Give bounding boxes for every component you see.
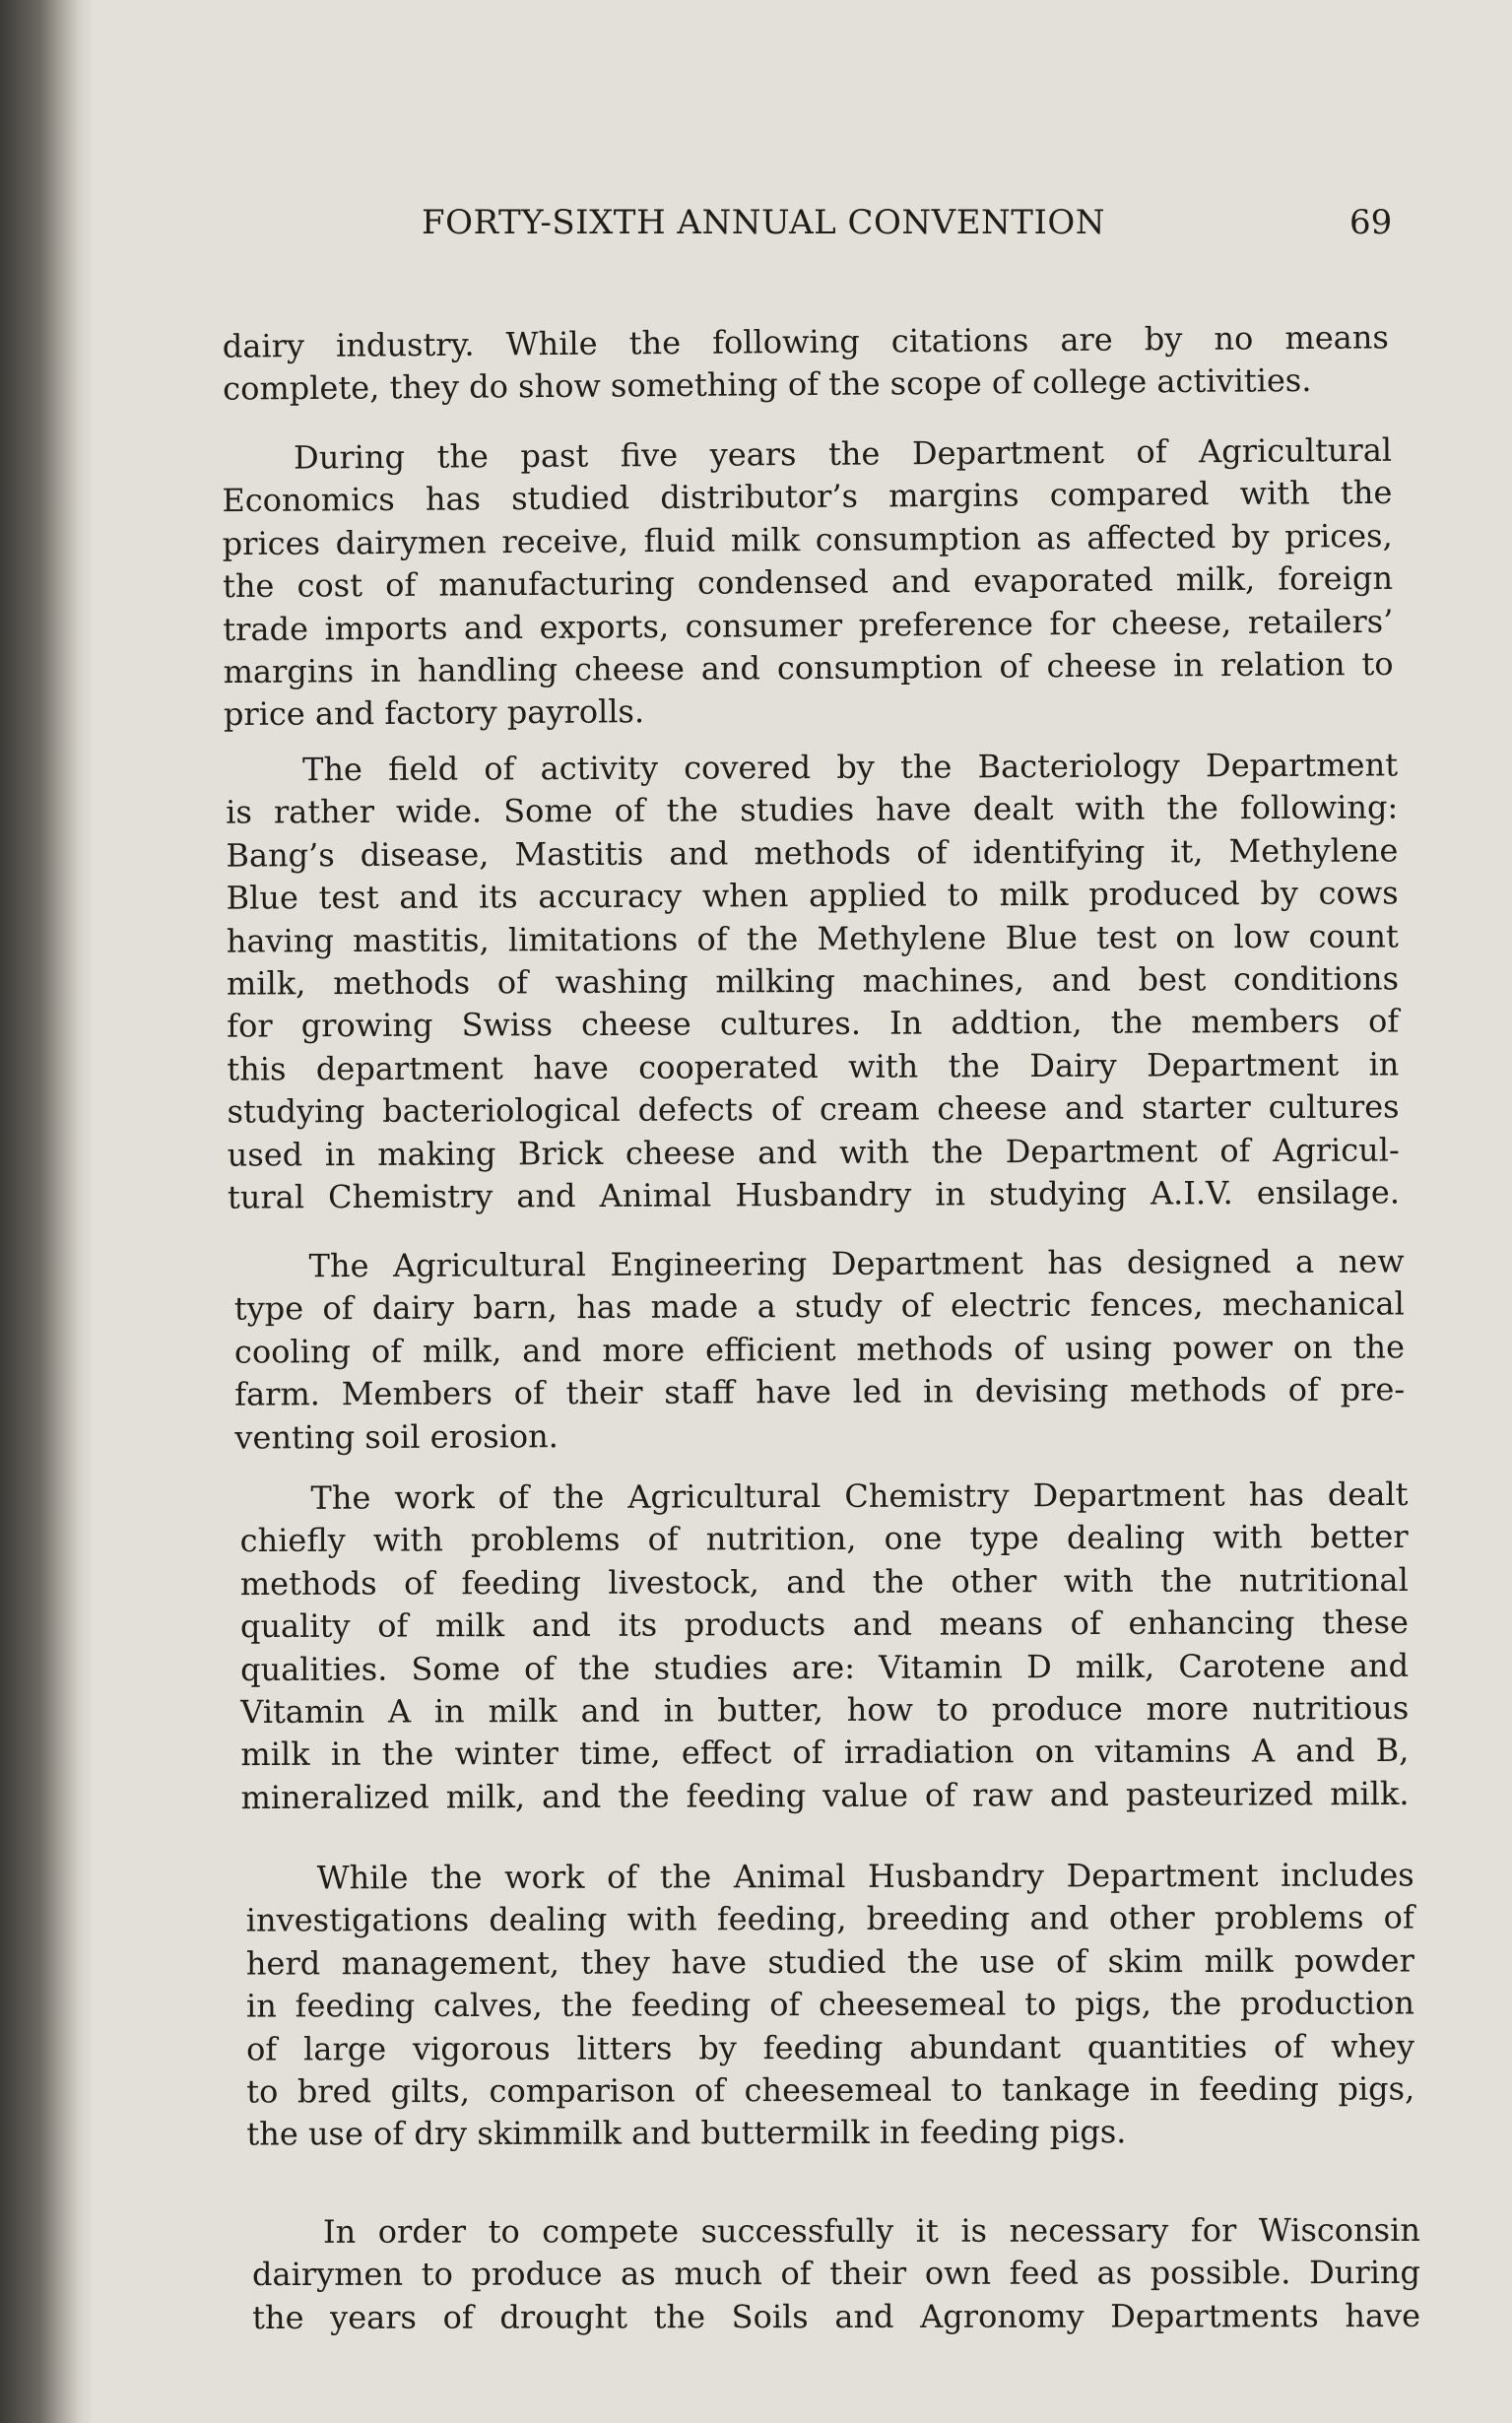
paragraph-3 [226, 744, 1400, 1219]
paragraph-line: methods of feeding livestock, and the other with the nutritional [239, 1560, 1409, 1603]
paragraph-line: qualities. Some of the studies are: Vitamin D milk, Carotene and [240, 1646, 1410, 1688]
paragraph-line: prices dairymen receive, fluid milk consumption as affected by prices, [222, 516, 1393, 562]
paragraph-line: dairy industry. While the following citations are by no means [222, 318, 1389, 365]
paragraph-line: dairymen to produce as much of their own feed as possible. During [251, 2254, 1421, 2294]
paragraph-line: mineralized milk, and the feeding value of raw and pasteurized milk. [240, 1774, 1410, 1816]
paragraph-line: In order to compete successfully it is necessary for Wisconsin [322, 2210, 1420, 2251]
paragraph-line: trade imports and exports, consumer preference for cheese, retailers’ [223, 602, 1394, 648]
paragraph-line: to bred gilts, comparison of cheesemeal to tankage in feeding pigs, [246, 2069, 1415, 2111]
paragraph-line: Economics has studied distributor’s margins compared with the [222, 474, 1393, 520]
paragraph-5 [239, 1473, 1409, 1819]
paragraph-line: chiefly with problems of nutrition, one type dealing with better [239, 1518, 1409, 1560]
paragraph-line: investigations dealing with feeding, breeding and other problems of [245, 1898, 1414, 1939]
paragraph-line: complete, they do show something of the scope of college activities. [223, 361, 1312, 409]
paragraph-line: type of dairy barn, has made a study of electric fences, mechanical [233, 1284, 1405, 1328]
paragraph-line: milk in the winter time, effect of irradiation on vitamins A and B, [240, 1732, 1410, 1774]
paragraph-line: is rather wide. Some of the studies have dealt with the following: [226, 788, 1399, 832]
paragraph-line: During the past five years the Department of Agricultural [293, 430, 1393, 477]
paragraph-line: cooling of milk, and more efficient methods of using power on the [233, 1328, 1406, 1371]
paragraph-line: The field of activity covered by the Bacteriology Department [301, 746, 1399, 789]
paragraph-1 [223, 316, 1390, 411]
paragraph-line: this department have cooperated with the Dairy Department in [227, 1045, 1400, 1088]
page-number: 69 [1349, 203, 1393, 242]
paragraph-line: milk, methods of washing milking machines, and best conditions [226, 959, 1400, 1003]
paragraph-7 [252, 2209, 1420, 2339]
paragraph-2 [222, 429, 1394, 737]
paragraph-line: the years of drought the Soils and Agronomy Departments have [252, 2296, 1421, 2336]
paragraph-line: price and factory payrolls. [223, 692, 645, 734]
paragraph-line: Vitamin A in milk and in butter, how to produce more nutritious [240, 1688, 1410, 1732]
paragraph-line: The work of the Agricultural Chemistry Department has dealt [310, 1474, 1409, 1517]
paragraph-line: studying bacteriological defects of cream cheese and starter cultures [227, 1087, 1400, 1131]
paragraph-line: used in making Brick cheese and with the Department of Agricul- [227, 1131, 1400, 1174]
paragraph-line: While the work of the Animal Husbandry Department includes [316, 1856, 1414, 1897]
paragraph-line: The Agricultural Engineering Department has designed a new [308, 1242, 1405, 1285]
paragraph-line: Blue test and its accuracy when applied to milk produced by cows [226, 874, 1399, 917]
paragraph-4 [234, 1240, 1406, 1459]
paragraph-line: herd management, they have studied the use of skim milk powder [245, 1941, 1414, 1983]
paragraph-line: the cost of manufacturing condensed and evaporated milk, foreign [222, 559, 1394, 606]
paragraph-line: tural Chemistry and Animal Husbandry in studying A.I.V. ensilage. [227, 1173, 1401, 1216]
paragraph-line: of large vigorous litters by feeding abundant quantities of whey [246, 2027, 1415, 2068]
paragraph-line: farm. Members of their staff have led in devising methods of pre- [234, 1370, 1406, 1413]
paragraph-line: margins in handling cheese and consumption of cheese in relation to [223, 644, 1394, 691]
paragraph-6 [246, 1854, 1415, 2156]
paragraph-line: quality of milk and its products and means of enhancing these [239, 1604, 1409, 1646]
paragraph-line: having mastitis, limitations of the Methylene Blue test on low count [226, 917, 1399, 960]
paragraph-line: in feeding calves, the feeding of cheesemeal to pigs, the production [245, 1984, 1415, 2025]
paragraph-line: the use of dry skimmilk and buttermilk in feeding pigs. [246, 2113, 1127, 2153]
paragraph-line: Bang’s disease, Mastitis and methods of identifying it, Methylene [226, 831, 1399, 875]
running-header-title: FORTY-SIXTH ANNUAL CONVENTION [422, 203, 1106, 242]
paragraph-line: venting soil erosion. [234, 1416, 559, 1457]
paragraph-line: for growing Swiss cheese cultures. In addtion, the members of [227, 1002, 1400, 1046]
